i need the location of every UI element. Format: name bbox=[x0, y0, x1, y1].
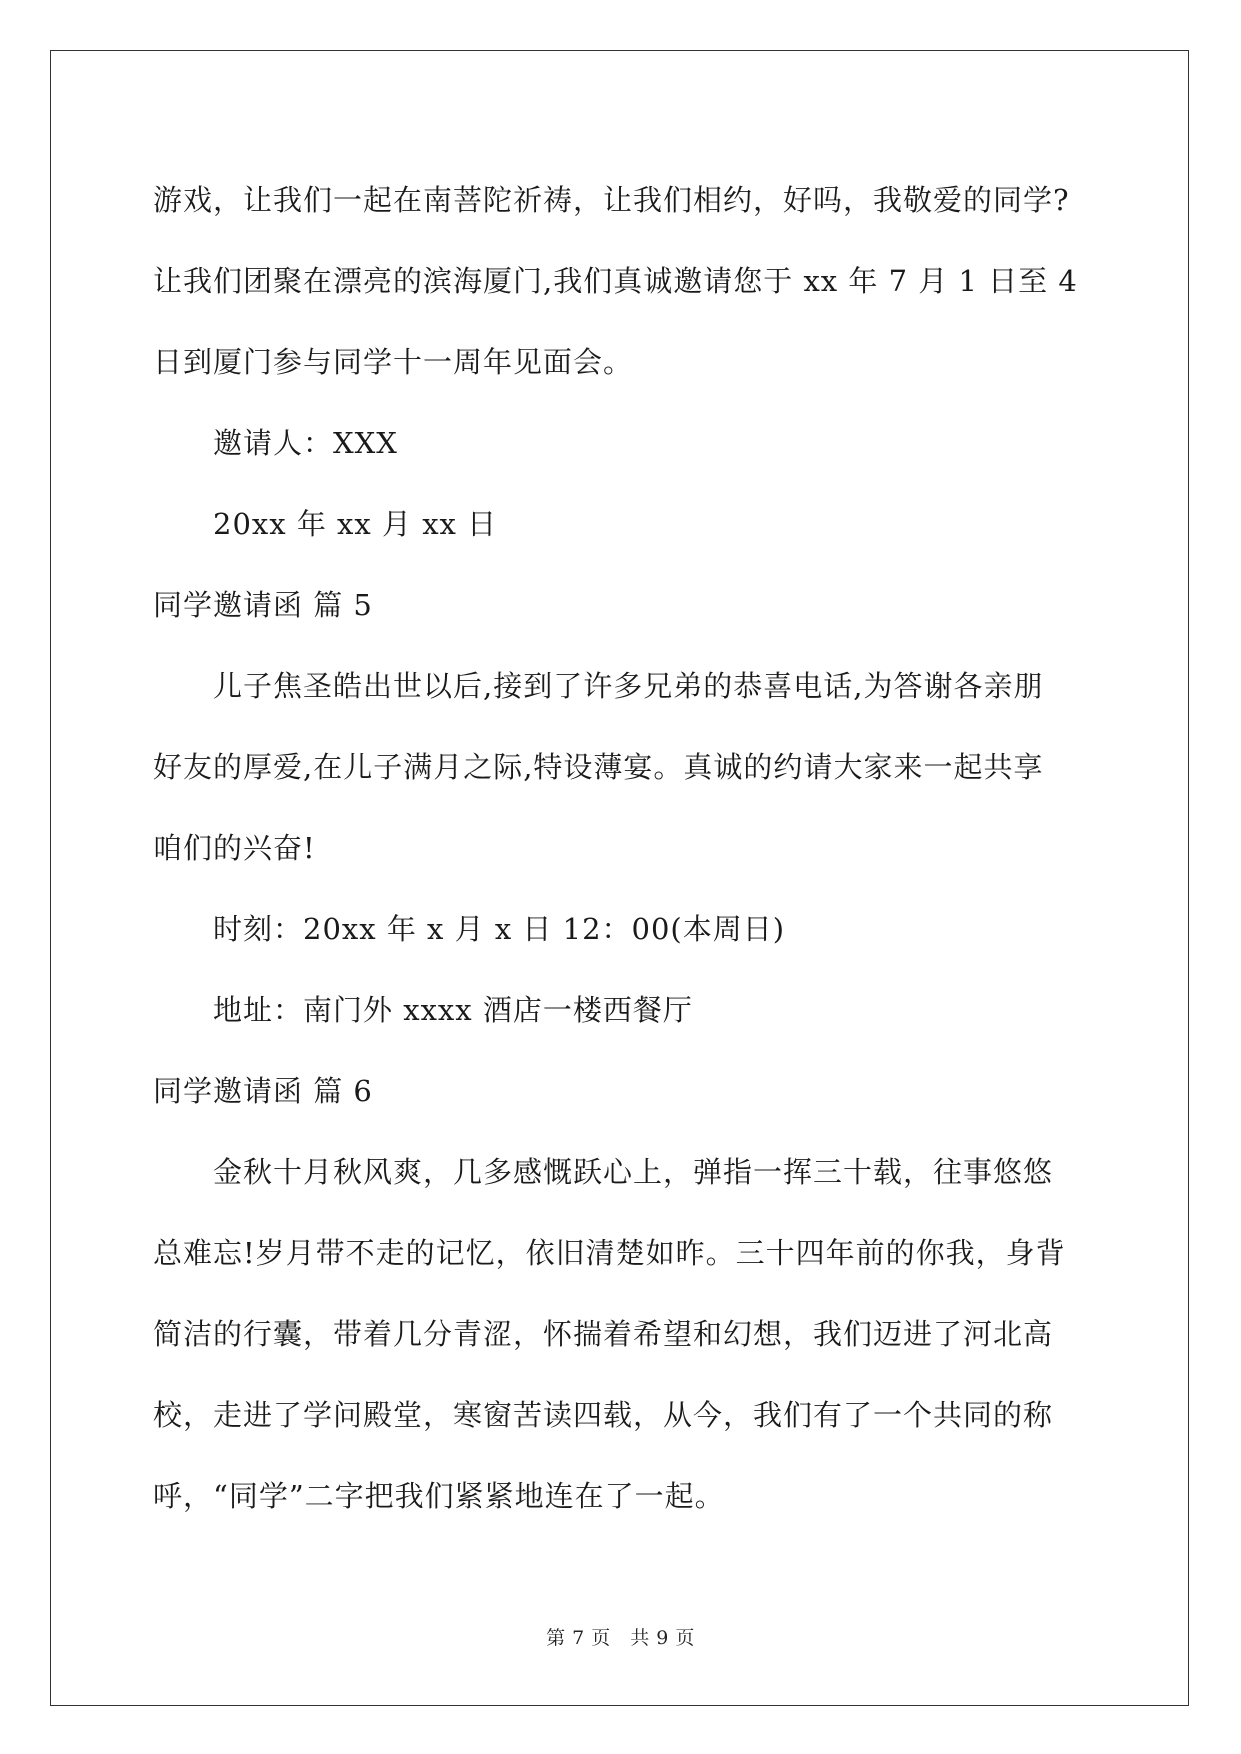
inviter-line: 邀请人：XXX bbox=[213, 426, 398, 460]
text-line: 儿子焦圣皓出世以后,接到了许多兄弟的恭喜电话,为答谢各亲朋 bbox=[213, 669, 1044, 703]
text-line: 总难忘!岁月带不走的记忆，依旧清楚如昨。三十四年前的你我，身背 bbox=[153, 1236, 1066, 1270]
text-line: 让我们团聚在漂亮的滨海厦门,我们真诚邀请您于 xx 年 7 月 1 日至 4 bbox=[153, 264, 1078, 298]
date-line: 20xx 年 xx 月 xx 日 bbox=[213, 507, 498, 541]
text-line: 简洁的行囊，带着几分青涩，怀揣着希望和幻想，我们迈进了河北高 bbox=[153, 1317, 1054, 1351]
text-line: 日到厦门参与同学十一周年见面会。 bbox=[153, 345, 634, 379]
section-heading: 同学邀请函 篇 5 bbox=[153, 588, 373, 622]
text-line: 咱们的兴奋! bbox=[153, 831, 316, 865]
page-number-footer: 第 7 页 共 9 页 bbox=[546, 1627, 695, 1649]
section-heading: 同学邀请函 篇 6 bbox=[153, 1074, 373, 1108]
text-line: 校，走进了学问殿堂，寒窗苦读四载，从今，我们有了一个共同的称 bbox=[153, 1398, 1054, 1432]
document-body bbox=[153, 160, 1093, 1537]
text-line: 游戏，让我们一起在南菩陀祈祷，让我们相约，好吗，我敬爱的同学? bbox=[153, 183, 1070, 217]
text-line: 好友的厚爱,在儿子满月之际,特设薄宴。真诚的约请大家来一起共享 bbox=[153, 750, 1044, 784]
address-line: 地址：南门外 xxxx 酒店一楼西餐厅 bbox=[213, 993, 693, 1027]
time-line: 时刻：20xx 年 x 月 x 日 12：00(本周日) bbox=[213, 912, 786, 946]
text-line: 呼，“同学”二字把我们紧紧地连在了一起。 bbox=[153, 1479, 725, 1513]
text-line: 金秋十月秋风爽，几多感慨跃心上，弹指一挥三十载，往事悠悠 bbox=[213, 1155, 1054, 1189]
